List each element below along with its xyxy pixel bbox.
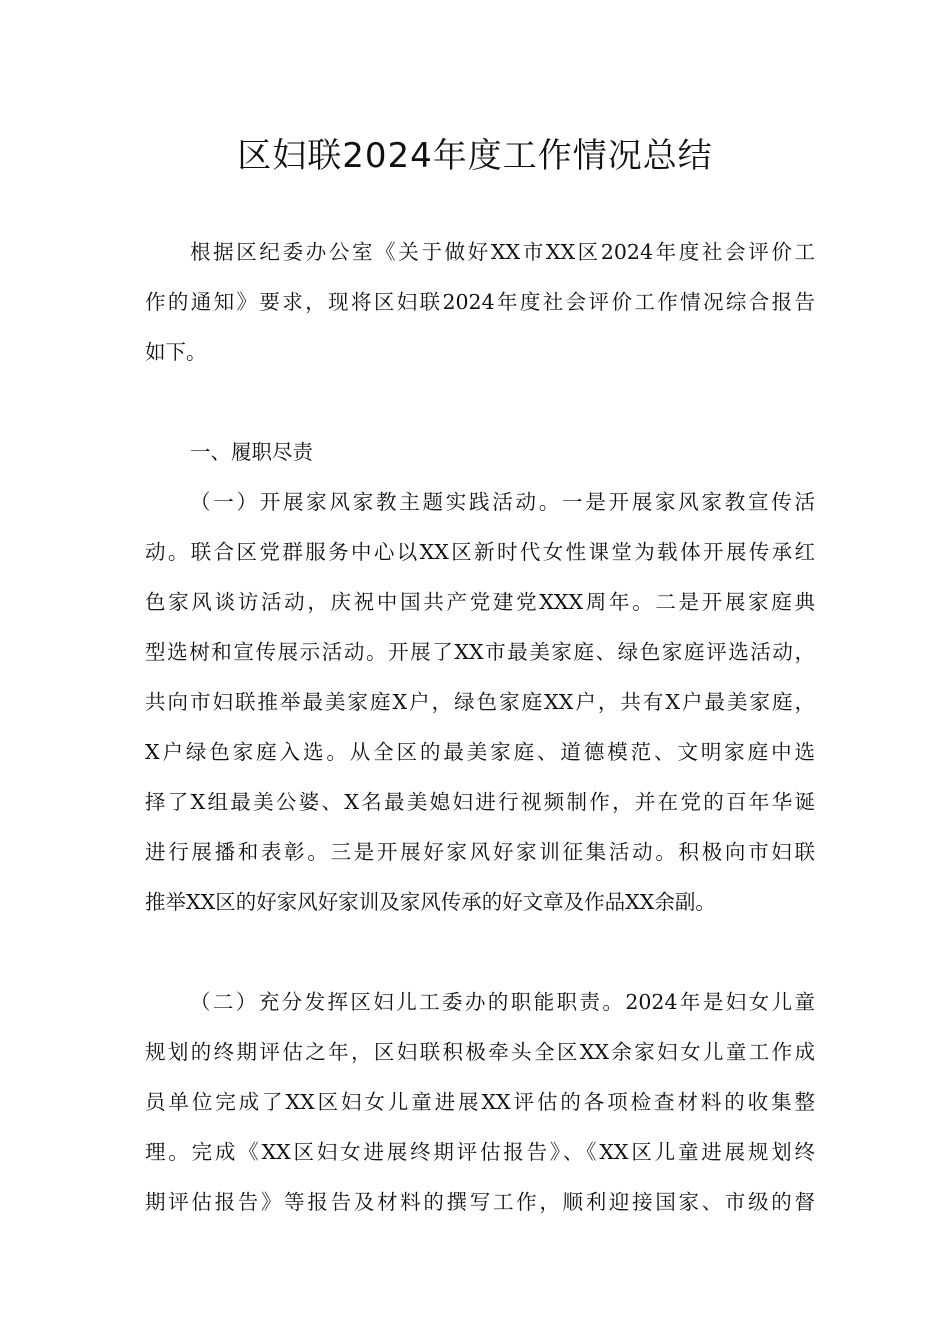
paragraph-line: 员单位完成了XX区妇女儿童进展XX评估的各项检查材料的收集整 — [145, 1090, 815, 1114]
paragraph-line: （二）充分发挥区妇儿工委办的职能职责。2024年是妇女儿童 — [190, 990, 815, 1014]
section-heading: 一、履职尽责 — [190, 440, 313, 464]
paragraph-line: 期评估报告》等报告及材料的撰写工作，顺利迎接国家、市级的督 — [145, 1190, 815, 1214]
paragraph-line: 动。联合区党群服务中心以XX区新时代女性课堂为载体开展传承红 — [145, 540, 815, 564]
intro-line: 根据区纪委办公室《关于做好XX市XX区2024年度社会评价工 — [190, 240, 815, 264]
paragraph-line: （一）开展家风家教主题实践活动。一是开展家风家教宣传活 — [190, 490, 815, 514]
paragraph-line: 规划的终期评估之年，区妇联积极牵头全区XX余家妇女儿童工作成 — [145, 1040, 815, 1064]
document-title: 区妇联2024年度工作情况总结 — [237, 136, 713, 176]
paragraph-line: 推举XX区的好家风好家训及家风传承的好文章及作品XX余副。 — [145, 890, 716, 914]
paragraph-line: 型选树和宣传展示活动。开展了XX市最美家庭、绿色家庭评选活动， — [145, 640, 815, 664]
paragraph-line: 色家风谈访活动，庆祝中国共产党建党XXX周年。二是开展家庭典 — [145, 590, 815, 614]
paragraph-line: 共向市妇联推举最美家庭X户，绿色家庭XX户，共有X户最美家庭， — [145, 690, 815, 714]
paragraph-line: 进行展播和表彰。三是开展好家风好家训征集活动。积极向市妇联 — [145, 840, 815, 864]
paragraph-line: 择了X组最美公婆、X名最美媳妇进行视频制作，并在党的百年华诞 — [145, 790, 815, 814]
paragraph-line: 理。完成《XX区妇女进展终期评估报告》、《XX区儿童进展规划终 — [145, 1140, 815, 1164]
paragraph-line: X户绿色家庭入选。从全区的最美家庭、道德模范、文明家庭中选 — [145, 740, 815, 764]
intro-line: 作的通知》要求，现将区妇联2024年度社会评价工作情况综合报告 — [145, 290, 815, 314]
intro-line: 如下。 — [145, 340, 207, 364]
